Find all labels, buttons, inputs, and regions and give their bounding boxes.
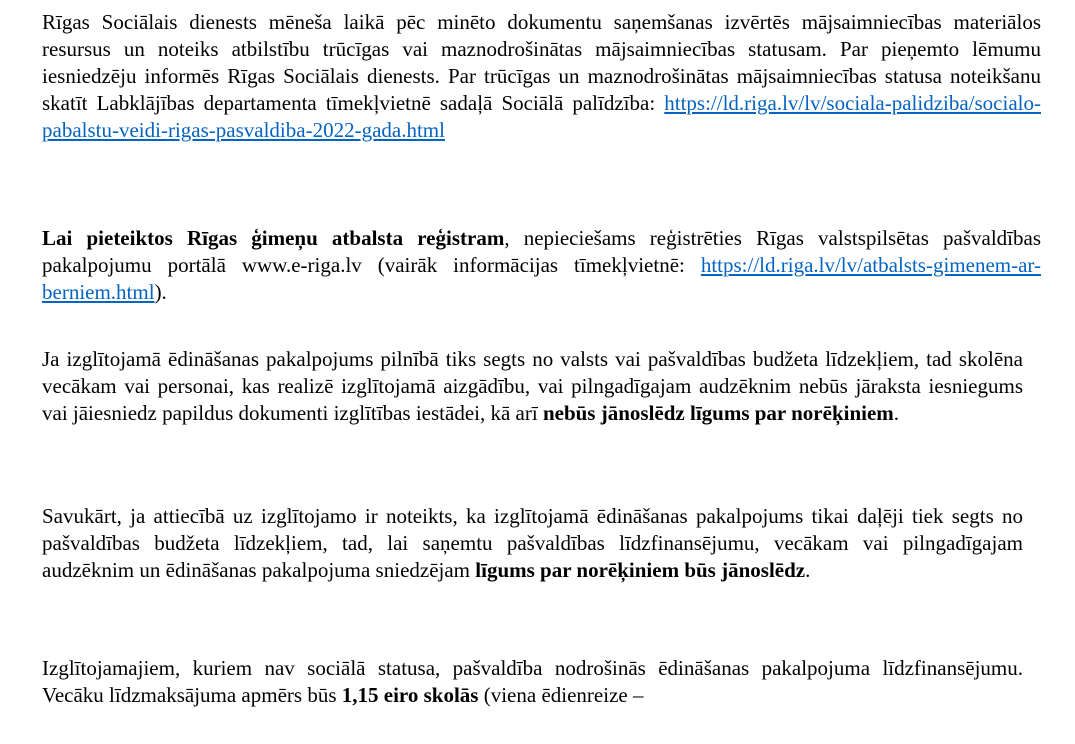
paragraph-text: Savukārt, ja attiecībā uz izglītojamo ir noteikts, ka izglītojamā ēdināšanas pakalpojums tikai daļēji tiek segts no pašvaldības budžeta līdzekļiem, tad, lai saņemtu pašvaldības līdzfinansējumu, vecākam vai pilngadīgajam audzēknim un ēdināšanas pakalpojuma sniedzējam (42, 504, 1023, 582)
paragraph-partial-funding (42, 503, 1023, 584)
social-assistance-link[interactable]: https://ld.riga.lv/lv/sociala-palidziba/socialo-pabalstu-veidi-rigas-pasvaldiba-2022-gada.html (42, 91, 1041, 142)
bold-text: līgums par norēķiniem būs jānoslēdz (475, 558, 806, 582)
paragraph-text: Ja izglītojamā ēdināšanas pakalpojums pilnībā tiks segts no valsts vai pašvaldības budžeta līdzekļiem, tad skolēna vecākam vai personai, kas realizē izglītojamā aizgādību, vai pilngadīgajam audzēknim nebūs jāraksta iesniegums vai jāiesniedz papildus dokumenti izglītības iestādei, kā arī (42, 347, 1023, 425)
paragraph-full-funding (42, 346, 1023, 427)
paragraph-text-end: ). (154, 280, 167, 304)
bold-text: Lai pieteiktos Rīgas ģimeņu atbalsta reģistram (42, 226, 505, 250)
paragraph-text-end: . (805, 558, 811, 582)
paragraph-text-end: . (893, 401, 900, 425)
paragraph-text: Rīgas Sociālais dienests mēneša laikā pēc minēto dokumentu saņemšanas izvērtēs mājsaimniecības materiālos resursus un noteiks atbilstību trūcīgas vai maznodrošinātas mājsaimniecības statusam. Par pieņemto lēmumu iesniedzēju informēs Rīgas Sociālais dienests. Par trūcīgas un maznodrošinātas mājsaimniecības statusa noteikšanu skatīt Labklājības departamenta tīmekļvietnē sadaļā Sociālā palīdzība: (42, 10, 1041, 115)
paragraph-text: Izglītojamajiem, kuriem nav sociālā statusa, pašvaldība nodrošinās ēdināšanas pakalpojuma līdzfinansējumu. Vecāku līdzmaksājuma apmērs būs (42, 656, 1023, 707)
paragraph-social-service (42, 9, 1041, 144)
bold-text: nebūs jānoslēdz līgums par norēķiniem (542, 401, 894, 425)
family-support-link[interactable]: https://ld.riga.lv/lv/atbalsts-gimenem-ar-berniem.html (42, 253, 1041, 304)
paragraph-family-register (42, 225, 1041, 306)
paragraph-text: , nepieciešams reģistrēties Rīgas valstspilsētas pašvaldības pakalpojumu portālā www.e-riga.lv (vairāk informācijas tīmekļvietnē: (42, 226, 1041, 277)
bold-text: 1,15 eiro skolās (341, 683, 479, 707)
paragraph-text-end: (viena ēdienreize – (478, 683, 644, 707)
paragraph-cofunding (42, 655, 1023, 709)
